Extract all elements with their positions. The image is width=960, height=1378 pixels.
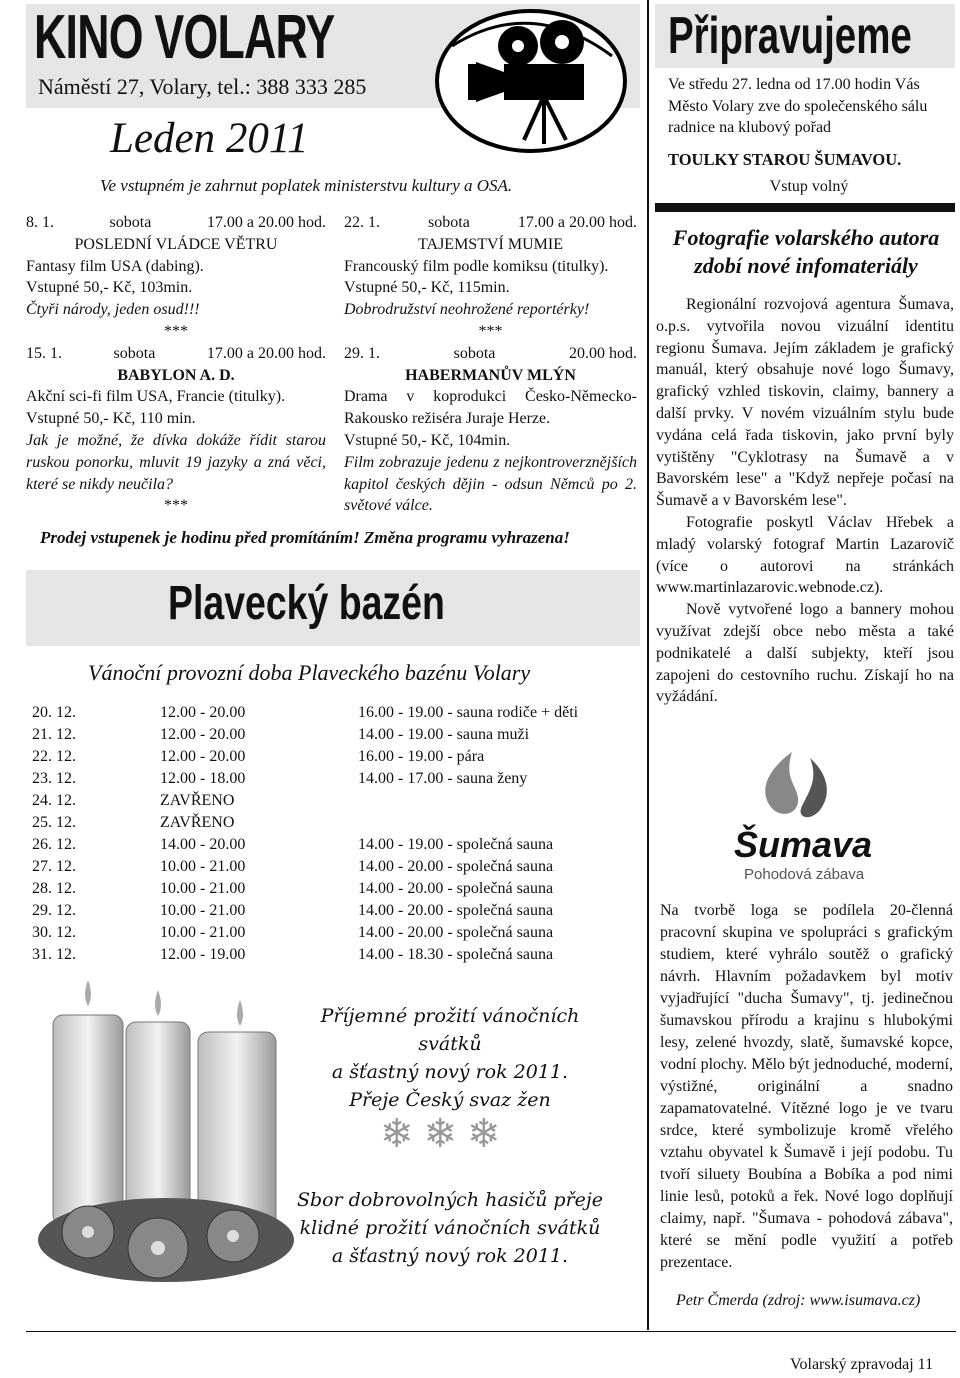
schedule-row [32,790,632,812]
program-column-left [26,212,326,517]
footer-divider [26,1331,956,1332]
film-price: Vstupné 50,- Kč, 110 min. [26,410,196,428]
schedule-row [32,878,632,900]
program-column-right [344,212,637,517]
upcoming-title: Připravujeme [668,7,912,65]
schedule-sauna-hours: 16.00 - 19.00 - sauna rodiče + děti [358,704,579,721]
schedule-row [32,812,632,834]
schedule-date: 20. 12. [32,704,76,721]
page-footer: Volarský zpravodaj 11 [790,1356,934,1373]
schedule-row [32,768,632,790]
film-day: sobota [428,214,470,231]
film-description: Francouský film podle komiksu (titulky). [344,257,609,275]
film-description: Fantasy film USA (dabing). [26,257,204,275]
film-price: Vstupné 50,- Kč, 103min. [26,279,193,297]
schedule-row [32,746,632,768]
schedule-pool-hours: 12.00 - 20.00 [160,726,246,743]
film-description: Drama v koprodukci Česko-Německo-Rakousko režiséra Juraje Herze. [344,388,637,428]
schedule-date: 21. 12. [32,726,76,743]
schedule-row [32,724,632,746]
film-schedule-row [26,212,326,234]
kino-address: Náměstí 27, Volary, tel.: 388 333 285 [38,74,367,99]
schedule-date: 27. 12. [32,858,76,875]
upcoming-event-name: TOULKY STAROU ŠUMAVOU. [668,150,902,169]
article-paragraph: Fotografie poskytl Václav Hřebek a mladý volarský fotograf Martin Lazarovič (více o autorovi na stránkách www.martinlazarovic.webnode.cz). [656,513,954,597]
pool-subtitle: Vánoční provozní doba Plaveckého bazénu Volary [88,660,531,685]
article-author: Petr Čmerda (zdroj: www.isumava.cz) [676,1292,921,1309]
film-tagline: Dobrodružství neohrožené reportérky! [344,301,590,319]
schedule-date: 29. 12. [32,902,76,919]
section-divider [655,203,955,212]
schedule-sauna-hours: 14.00 - 19.00 - společná sauna [358,836,554,853]
film-day: sobota [109,214,152,231]
schedule-row [32,922,632,944]
film-schedule-row [344,343,637,365]
schedule-pool-hours: 14.00 - 20.00 [160,836,246,853]
schedule-row [32,834,632,856]
schedule-sauna-hours: 14.00 - 20.00 - společná sauna [358,902,554,919]
film-tagline: Jak je možné, že dívka dokáže řídit starou ruskou ponorku, mluvit 19 jazyky a zná věci, které se nikdy neučila? [26,431,326,493]
film-title: BABYLON A. D. [117,366,235,384]
greeting-line: a šťastný nový rok 2011. [331,1245,569,1267]
film-tagline: Film zobrazuje jedenu z nejkontroverznějších kapitol českých dějin - odsun Němců po 2. světové válce. [344,453,637,515]
schedule-sauna-hours: 14.00 - 18.30 - společná sauna [358,946,554,963]
greeting-line: klidné prožití vánočních svátků [299,1217,601,1239]
film-price: Vstupné 50,- Kč, 104min. [344,431,511,449]
schedule-row [32,900,632,922]
upcoming-entry: Vstup volný [769,178,849,195]
film-title: POSLEDNÍ VLÁDCE VĚTRU [74,235,278,253]
article-paragraph: Na tvorbě loga se podílela 20-členná pracovní skupina ve spolupráci s grafickým studiem, které vyhrálo soutěž o grafický návrh. Hlavním požadavkem byl motiv vyjadřující "ducha Šumavy", tj. jedinečnou šumavskou přírodu a krajinu s hlubokými lesy, zelené hvozdy, slatě, šumavské kopce, vodní plochy. Mělo být jednoduché, moderní, výstižné, originální a snadno zapamatovatelné. Vítězné logo je ve tvaru srdce, které symbolizuje kromě vřelého vztahu obyvatel k Šumavě i její podobu. Tu tvoří siluety Boubína a Bobíka a pod nimi linie lesů, potoků a řek. Nové logo doplňují claimy, např. "Šumava - pohodová zábava", které se mění podle využití a potřeb prezentace. [660,902,953,1271]
film-tagline: Čtyři národy, jeden osud!!! [26,301,200,319]
film-time: 20.00 hod. [569,344,637,362]
greeting-womens-union [290,1002,610,1114]
separator: *** [164,322,188,340]
schedule-date: 28. 12. [32,880,76,897]
schedule-sauna-hours: 14.00 - 20.00 - společná sauna [358,858,554,875]
schedule-pool-hours: 12.00 - 20.00 [160,704,246,721]
schedule-pool-hours: 12.00 - 18.00 [160,770,246,787]
schedule-row [32,702,632,724]
fee-note: Ve vstupném je zahrnut poplatek ministerstvu kultury a OSA. [100,176,513,195]
schedule-sauna-hours: 14.00 - 19.00 - sauna muži [358,726,530,743]
ticket-sale-note: Prodej vstupenek je hodinu před promítáním! Změna programu vyhrazena! [40,528,570,547]
film-date: 15. 1. [26,344,62,362]
film-schedule-row [26,343,326,365]
film-date: 8. 1. [26,214,54,231]
upcoming-text: Ve středu 27. ledna od 17.00 hodin Vás Město Volary zve do společenského sálu radnice na klubový pořad [668,76,928,136]
month-heading: Leden 2011 [110,115,309,162]
schedule-date: 30. 12. [32,924,76,941]
christmas-candles-image [28,960,303,1290]
pool-title: Plavecký bazén [168,577,445,630]
film-title: TAJEMSTVÍ MUMIE [418,235,563,253]
schedule-date: 24. 12. [32,792,76,809]
film-time: 17.00 a 20.00 hod. [206,344,326,362]
separator: *** [478,322,503,340]
separator: *** [164,497,188,515]
film-day: sobota [453,344,496,362]
sumava-logo-name: Šumava [734,824,873,865]
film-date: 22. 1. [344,214,380,231]
greeting-firefighters [290,1186,610,1270]
greeting-line: Příjemné prožití vánočních svátků [320,1005,580,1055]
schedule-sauna-hours: 14.00 - 17.00 - sauna ženy [358,770,528,787]
film-date: 29. 1. [344,344,380,362]
schedule-pool-hours: 10.00 - 21.00 [160,924,246,941]
film-day: sobota [113,344,156,362]
schedule-pool-hours: 10.00 - 21.00 [160,902,246,919]
schedule-row [32,856,632,878]
kino-title: KINO VOLARY [34,3,335,72]
sumava-logo-tagline: Pohodová zábava [744,866,865,883]
schedule-date: 23. 12. [32,770,76,787]
schedule-pool-hours: 10.00 - 21.00 [160,858,246,875]
article-paragraph: Nově vytvořené logo a bannery mohou využívat zdejší obce nebo města a také podnikatelé a další subjekty, kteří jsou zapojeni do cestovního ruchu. Získají ho na vyžádání. [656,601,954,706]
schedule-date: 25. 12. [32,814,76,831]
schedule-pool-hours: 12.00 - 20.00 [160,748,246,765]
greeting-line: a šťastný nový rok 2011. [331,1061,569,1083]
article-title: Fotografie volarského autora zdobí nové infomateriály [672,225,940,278]
schedule-pool-hours: 10.00 - 21.00 [160,880,246,897]
film-title: HABERMANŮV MLÝN [405,366,576,384]
article-body [656,294,954,708]
film-price: Vstupné 50,- Kč, 115min. [344,279,510,297]
schedule-date: 22. 12. [32,748,76,765]
schedule-date: 31. 12. [32,946,76,963]
film-projector-icon [432,6,630,156]
film-time: 17.00 a 20.00 hod. [517,214,637,231]
schedule-sauna-hours: 16.00 - 19.00 - pára [358,748,485,765]
article-paragraph: Regionální rozvojová agentura Šumava, o.p.s. vytvořila novou vizuální identitu regionu Šumava. Jejím základem je grafický manuál, který obsahuje nové logo Šumavy, grafický vzhled tiskovin, claimy, bannery a další prvky. V novém vizuálním stylu bude vydána celá řada tiskovin, jako první byly vytištěny "Cyklotrasy na Šumavě a v Bavorském lese" a "Když nepřeje počasí na Šumavě a v Bavorském lese". [656,296,954,510]
snowflakes-icon: ❄❄❄ [380,1111,511,1156]
schedule-pool-hours: ZAVŘENO [160,814,235,831]
schedule-pool-hours: ZAVŘENO [160,792,235,809]
greeting-line: Přeje Český svaz žen [349,1089,551,1111]
schedule-date: 26. 12. [32,836,76,853]
film-time: 17.00 a 20.00 hod. [206,214,326,231]
column-divider [647,0,649,1330]
film-description: Akční sci-fi film USA, Francie (titulky). [26,388,286,406]
film-schedule-row [344,212,637,234]
schedule-sauna-hours: 14.00 - 20.00 - společná sauna [358,880,554,897]
pool-schedule-table [32,702,632,966]
schedule-pool-hours: 12.00 - 19.00 [160,946,246,963]
greeting-line: Sbor dobrovolných hasičů přeje [296,1189,604,1211]
schedule-sauna-hours: 14.00 - 20.00 - společná sauna [358,924,554,941]
